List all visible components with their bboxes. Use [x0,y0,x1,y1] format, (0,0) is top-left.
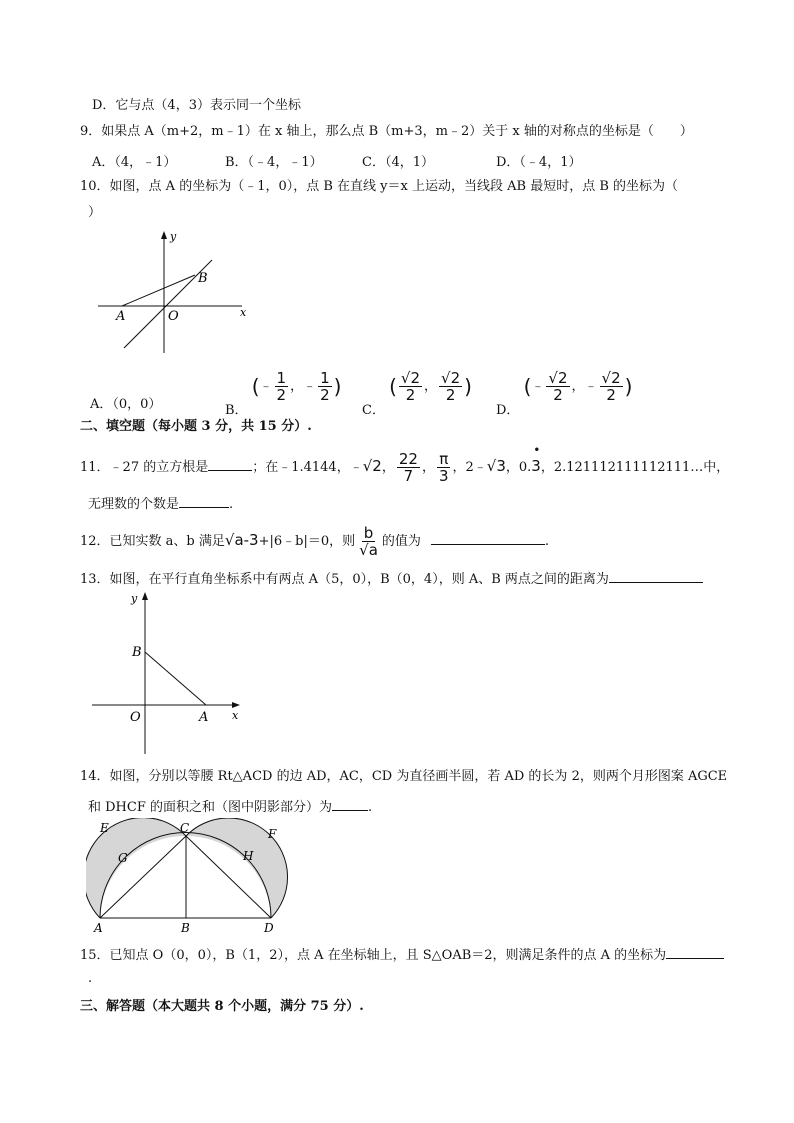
q10-figure [92,228,262,358]
q10-b-frac2: $\frac{1}{2}$ [320,369,330,404]
q10-option-a: A．（0，0） [90,397,162,412]
q11-sep2: ， [421,460,435,475]
q10-option-d: D． (﹣ $\frac{√2}{2}$ ，﹣ $\frac{√2}{2}$ ) [496,369,633,418]
q10-point-a-label: A [116,309,126,324]
q13-blank[interactable] [609,568,703,583]
q11-line1 [80,443,730,486]
q13-origin-label: O [130,710,141,725]
q9-stem: 9．如果点 A（m+2，m﹣1）在 x 轴上，那么点 B（m+3，m﹣2）关于 x 轴的对称点的坐标是（ ） [80,124,693,139]
q10-d-frac1: $\frac{√2}{2}$ [548,369,568,404]
q11-blank2[interactable] [179,493,229,508]
q12-blank[interactable] [431,530,545,545]
q14-text: 和 DHCF 的面积之和（图中阴影部分）为 [88,800,332,815]
q10-option-b: B． (﹣ $\frac{1}{2}$ ，﹣ $\frac{1}{2}$ ) [225,369,342,418]
q11-text3: ，2﹣ [452,460,487,475]
q12-text3: 的值为 [381,534,421,549]
q15-line2: . [88,971,93,986]
q14-label-d: D [264,921,274,935]
q14-label-g: G [118,851,128,865]
q15-text: 15．已知点 O（0，0），B（1，2），点 A 在坐标轴上，且 S△OAB＝2，则满足条件的点 A 的坐标为 [80,948,667,963]
q13-y-label: y [131,592,138,605]
q10-y-arrow [161,231,167,239]
q10-option-c: C． ( $\frac{√2}{2}$ ， $\frac{√2}{2}$ ) [362,369,472,418]
q9-option-d: D．（﹣4，1） [496,155,582,170]
q10-c-frac1: $\frac{√2}{2}$ [400,369,421,404]
q9-option-a: A．（4，﹣1） [92,155,177,170]
q11-repeating-3: • 3 [531,448,541,486]
q14-label-f: F [268,827,277,841]
q10-d-comma: ， [571,379,585,394]
q11-text2: ；在﹣1.4144，﹣ [252,460,363,475]
q14-figure [86,818,298,938]
section-2-title: 二、填空题（每小题 3 分，共 15 分）. [80,419,312,434]
q10-b-neg2: ﹣ [303,379,317,394]
q11-blank1[interactable] [208,456,252,471]
q10-stem: 10．如图，点 A 的坐标为（﹣1，0），点 B 在直线 y＝x 上运动，当线段 AB 最短时，点 B 的坐标为（ [80,179,679,194]
q11-text4: ，0. [505,460,532,475]
q10-b-paren: ( [251,374,260,399]
q13-segment-ab [145,652,206,705]
q11-text5: ，2.121112111112111…中， [540,460,730,475]
q10-option-b-label: B． [225,403,248,418]
q12-sqrt-a-minus-3: √a-3 [224,531,259,549]
q14-end: . [368,800,373,815]
q12-text1: 12．已知实数 a、b 满足 [80,534,225,549]
q14-label-c: C [180,821,190,835]
q9-option-b: B．（﹣4，﹣1） [225,155,323,170]
q14-line2 [88,796,372,817]
q11-line2 [88,493,233,514]
q10-b-comma: ， [290,379,304,394]
q10-option-c-label: C． [362,403,385,418]
q8-option-d: D．它与点（4，3）表示同一个坐标 [92,98,301,113]
q14-line1: 14．如图，分别以等腰 Rt△ACD 的边 AD，AC，CD 为直径画半圆，若 AD 的长为 2，则两个月形图案 AGCE [80,769,728,784]
q11-text1: 11．﹣27 的立方根是 [80,460,209,475]
q12-end: . [544,534,550,549]
q15-line1 [80,944,724,965]
q14-label-e: E [100,821,109,835]
q10-d-neg2: ﹣ [584,379,598,394]
q11-end: . [229,497,234,512]
q15-blank[interactable] [666,944,724,959]
q10-origin-label: O [168,309,179,324]
q11-sqrt2: √2 [362,457,382,475]
q11-repeat-dot: • [533,443,541,457]
q10-c-comma: ， [424,379,438,394]
q10-y-label: y [170,230,177,243]
q10-segment-ab [122,275,195,306]
q13-x-label: x [232,709,239,722]
q13-text: 13．如图，在平行直角坐标系中有两点 A（5，0），B（0，4），则 A、B 两点之间的距离为 [80,572,609,587]
q11-sep1: ， [381,460,395,475]
q10-d-frac2: $\frac{√2}{2}$ [601,369,621,404]
q13-figure [88,588,248,758]
q10-option-d-label: D． [496,403,520,418]
q12 [80,522,549,560]
q13-stem [80,568,703,589]
q13-point-a-label: A [199,710,209,725]
q14-label-b: B [181,921,190,935]
q10-b-neg1: ﹣ [259,379,273,394]
q10-point-b-label: B [198,271,208,286]
q12-text2: +|6﹣b|＝0，则 [258,534,356,549]
q10-c-frac2: $\frac{√2}{2}$ [441,369,461,404]
q11-text6: 无理数的个数是 [88,497,180,512]
q14-label-a: A [94,921,103,935]
q10-d-neg1: ﹣ [531,379,545,394]
q9-option-c: C．（4，1） [362,155,434,170]
q10-x-label: x [240,306,247,319]
q11-frac-pi-3: $\frac{\pi}{3}$ [438,450,449,485]
q14-blank[interactable] [332,796,368,811]
q11-sqrt3: √3 [486,457,506,475]
section-3-title: 三、解答题（本大题共 8 个小题，满分 75 分）. [80,999,364,1014]
q13-y-arrow [142,592,148,600]
q13-x-arrow [232,702,240,708]
q13-point-b-label: B [132,645,142,660]
q10-stem-end: ） [88,205,102,220]
q14-label-h: H [243,849,254,863]
q11-frac-22-7: $\frac{22}{7}$ [398,450,418,485]
q12-frac-b-sqrt-a: $\frac{b}{√a}$ [359,524,378,559]
q10-b-frac1: $\frac{1}{2}$ [276,369,287,404]
